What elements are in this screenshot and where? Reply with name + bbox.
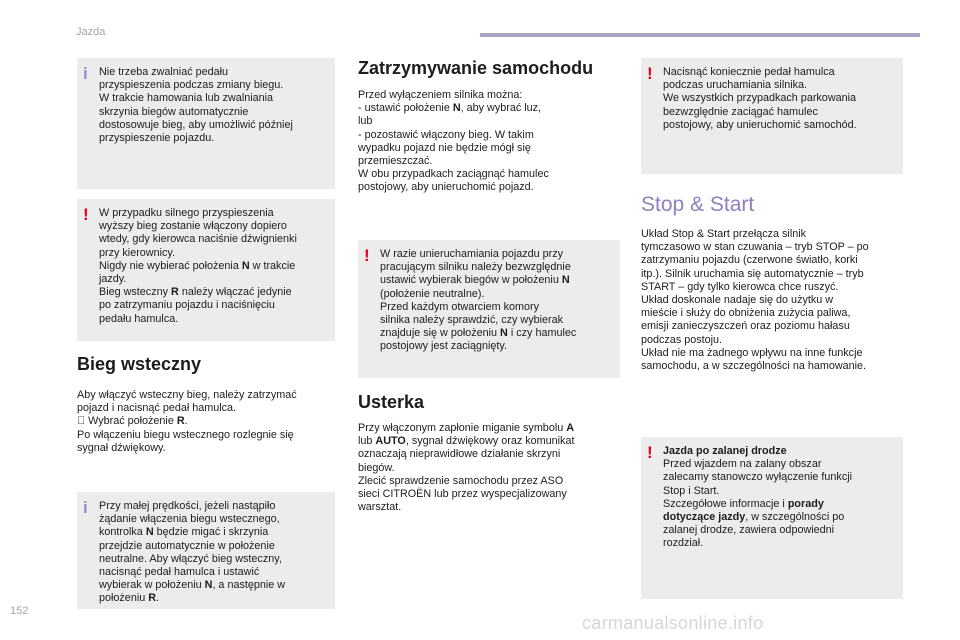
warning-icon: ! [647,64,653,83]
warning-icon: ! [647,443,653,462]
section-title-stopping: Zatrzymywanie samochodu [358,58,594,78]
warning-box-brake [641,58,903,174]
section-title-stop-start: Stop & Start [641,193,755,216]
info-box-reverse [77,492,335,609]
warning-icon: ! [364,246,370,265]
info-box-gear-shift [77,58,335,189]
warning-box-immobilise [358,240,620,378]
stop-start-paragraph: Układ Stop & Start przełącza silnik tymczasowo w stan czuwania – tryb STOP – po zatrzymaniu pojazdu (czerwone światło, korki itp.). Silnik uruchamia się automatycznie – tryb START – gdy tylko kierowca chce ruszyć. Układ doskonale nadaje się do użytku w mieście i służy do obniżenia zużycia paliwa, emisji zanieczyszczeń oraz poziomu hałasu podczas postoju. Układ nie ma żadnego wpływu na inne funkcje samochodu, a w szczególności na hamowanie. [641,228,869,373]
stopping-paragraph: Przed wyłączeniem silnika można: - ustawić położenie N, aby wybrać luz, lub - pozostawić włączony bieg. W takim wypadku pojazd nie będzie mógł się przemieszczać. W obu przypadkach zaciągnąć hamulec postojowy, aby unieruchomić pojazd. [358,89,549,194]
info-text: Nie trzeba zwalniać pedału przyspieszenia podczas zmiany biegu. W trakcie hamowania lub zwalniania skrzynia biegów automatycznie dostosowuje bieg, aby umożliwić później przyspieszenie pojazdu. [99,66,293,145]
section-title-fault: Usterka [358,392,425,412]
info-text: Przy małej prędkości, jeżeli nastąpiło żądanie włączenia biegu wstecznego, kontrolka N będzie migać i skrzynia przejdzie automatycznie w położenie neutralne. Aby włączyć bieg wsteczny, nacisnąć pedał hamulca i ustawić wybierak w położeniu N, a następnie w położeniu R. [99,500,286,605]
header-rule [480,33,920,37]
warning-text: Jazda po zalanej drodze Przed wjazdem na zalany obszar zalecamy stanowczo wyłączenie funkcji Stop i Start. Szczegółowe informacje i porady dotyczące jazdy, w szczególności po zalanej drodze, zawiera odpowiedni rozdział. [663,445,853,550]
info-icon: i [83,498,88,517]
warning-text: W przypadku silnego przyspieszenia wyższy bieg zostanie włączony dopiero wtedy, gdy kierowca naciśnie dźwignienki przy kierownicy. Nigdy nie wybierać położenia N w trakcie jazdy. Bieg wsteczny R należy włączać jedynie po zatrzymaniu pojazdu i naciśnięciu pedału hamulca. [99,207,297,325]
chapter-label: Jazda [76,26,106,38]
section-title-reverse: Bieg wsteczny [77,354,202,374]
warning-box-acceleration [77,199,335,341]
warning-text: Nacisnąć koniecznie pedał hamulca podczas uruchamiania silnika. We wszystkich przypadkach parkowania bezwzględnie zaciągać hamulec postojowy, aby unieruchomić samochód. [663,66,857,131]
page-number: 152 [10,605,29,617]
warning-text: W razie unieruchamiania pojazdu przy pracującym silniku należy bezwzględnie ustawić wybierak biegów w położeniu N (położenie neutralne). Przed każdym otwarciem komory silnika należy sprawdzić, czy wybierak znajduje się w położeniu N i czy hamulec postojowy jest zaciągnięty. [380,248,577,353]
info-icon: i [83,64,88,83]
warning-box-flooded-road [641,437,903,599]
fault-paragraph: Przy włączonym zapłonie miganie symbolu A lub AUTO, sygnał dźwiękowy oraz komunikat oznaczają nieprawidłowe działanie skrzyni biegów. Zlecić sprawdzenie samochodu przez ASO sieci CITROËN lub przez wyspecjalizowany warsztat. [358,422,575,514]
watermark: carmanualsonline.info [582,613,764,633]
warning-icon: ! [83,205,89,224]
reverse-paragraph: Aby włączyć wsteczny bieg, należy zatrzymać pojazd i nacisnąć pedał hamulca. Wybrać położenie R. Po włączeniu biegu wstecznego rozlegnie się sygnał dźwiękowy. [77,389,297,454]
